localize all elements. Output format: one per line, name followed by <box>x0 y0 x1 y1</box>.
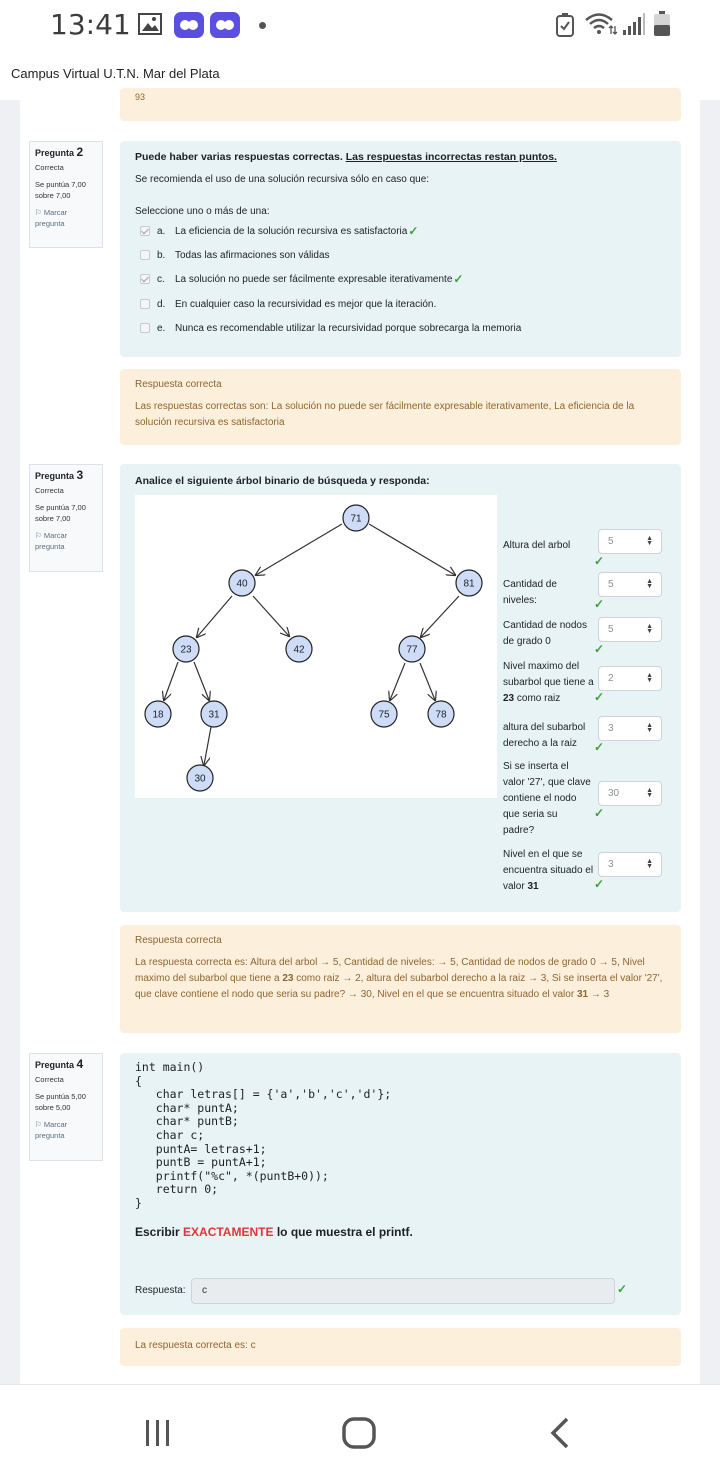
q4-answer-label: Respuesta: <box>135 1285 186 1296</box>
q4-number-value: 4 <box>76 1057 84 1071</box>
notification-dot <box>259 22 266 29</box>
bst-diagram <box>135 495 497 798</box>
q3-state: Correcta <box>35 486 64 495</box>
correct-check-icon: ✓ <box>594 642 605 656</box>
correct-check-icon: ✓ <box>594 740 605 754</box>
tree-node-label: 30 <box>194 773 206 785</box>
flag-icon: ⚐ <box>35 531 42 540</box>
select-subarbol[interactable] <box>598 666 662 691</box>
flag-icon: ⚐ <box>35 208 42 217</box>
q2-state: Correcta <box>35 163 64 172</box>
option-text: Nunca es recomendable utilizar la recursividad porque sobrecarga la memoria <box>175 322 522 334</box>
flag-icon: ⚐ <box>35 1120 42 1129</box>
q3-number-value: 3 <box>76 468 84 482</box>
back-icon[interactable] <box>548 1416 572 1450</box>
edge-77-75 <box>390 663 405 700</box>
checkbox-checked[interactable] <box>140 226 150 236</box>
row-padre-label: Si se inserta el valor '27', que clave contiene el nodo que seria su padre? <box>503 761 591 836</box>
q3-flag-label: Marcar pregunta <box>35 531 68 551</box>
q3-info <box>29 464 103 572</box>
select-arrows-icon: ▲ ▼ <box>646 787 653 799</box>
q2-grade: Se puntúa 7,00 sobre 7,00 <box>35 180 86 200</box>
edge-71-40 <box>256 524 342 575</box>
battery-saver-icon <box>555 13 575 37</box>
q2-option-c[interactable] <box>140 272 463 286</box>
q4-instr-post: lo que muestra el printf. <box>273 1225 413 1239</box>
select-arrows-icon: ▲ ▼ <box>646 722 653 734</box>
option-letter: c. <box>157 273 165 285</box>
q3-feedback <box>120 925 681 1033</box>
q4-flag-label: Marcar pregunta <box>35 1120 68 1140</box>
signal-icon <box>622 12 646 36</box>
row-nivel31-label <box>503 847 595 895</box>
q3-question-text: Analice el siguiente árbol binario de búsqueda y responda: <box>135 475 430 487</box>
correct-check-icon: ✓ <box>594 806 605 820</box>
q2-option-a[interactable] <box>140 224 418 238</box>
row-subarbol-post: como raiz <box>514 693 561 704</box>
select-value: 30 <box>608 788 620 799</box>
q2-question-text <box>135 151 557 163</box>
recent-apps-icon[interactable] <box>144 1418 172 1448</box>
correct-check-icon: ✓ <box>408 224 419 238</box>
correct-check-icon: ✓ <box>594 597 605 611</box>
row-niveles-label: Cantidad de niveles: <box>503 579 557 606</box>
q4-instr-pre: Escribir <box>135 1225 184 1239</box>
q4-state: Correcta <box>35 1075 64 1084</box>
q3-fb-part1: La respuesta correcta es: Altura del arbol → 5, Cantidad de niveles: → 5, Cantidad de nodos de grado 0 → 5, Nivel maximo del subarbol que tiene a <box>135 957 645 984</box>
select-value: 3 <box>608 723 614 734</box>
row-grado0-label: Cantidad de nodos de grado 0 <box>503 620 587 647</box>
tree-node-label: 77 <box>406 644 418 656</box>
select-arrows-icon: ▲ ▼ <box>646 535 653 547</box>
q2-number-value: 2 <box>76 145 84 159</box>
edge-71-81 <box>369 524 455 575</box>
edge-77-78 <box>420 663 435 700</box>
tree-node-label: 78 <box>435 709 447 721</box>
select-derecho[interactable] <box>598 716 662 741</box>
option-text: La solución no puede ser fácilmente expresable iterativamente <box>175 273 453 285</box>
edge-40-23 <box>197 596 232 637</box>
q3-fb-part3: → 3 <box>588 989 610 1000</box>
status-time: 13:41 <box>50 8 131 41</box>
q4-feedback-text: La respuesta correcta es: c <box>135 1340 256 1351</box>
q2-subtext: Se recomienda el uso de una solución recursiva sólo en caso que: <box>135 174 430 185</box>
q2-feedback-title: Respuesta correcta <box>135 379 222 390</box>
correct-check-icon: ✓ <box>453 272 464 286</box>
row-nivel31-bold: 31 <box>527 881 539 892</box>
q4-info <box>29 1053 103 1161</box>
q3-flag-link[interactable] <box>35 530 97 552</box>
q2-label: Pregunta <box>35 148 75 158</box>
bst-svg <box>135 495 497 798</box>
edge-31-30 <box>204 727 211 765</box>
app-icon-2 <box>210 12 240 38</box>
tree-node-label: 71 <box>350 513 362 525</box>
row-subarbol-label <box>503 659 595 707</box>
gallery-icon <box>138 13 162 35</box>
q2-feedback <box>120 369 681 445</box>
select-value: 3 <box>608 859 614 870</box>
tree-node-label: 42 <box>293 644 305 656</box>
q3-feedback-text <box>135 955 666 1003</box>
q2-flag-label: Marcar pregunta <box>35 208 68 228</box>
correct-check-icon: ✓ <box>594 877 605 891</box>
android-nav-bar <box>0 1384 720 1480</box>
q3-fb-bold1: 23 <box>282 973 294 984</box>
select-arrows-icon: ▲ ▼ <box>646 672 653 684</box>
option-letter: d. <box>157 298 166 310</box>
option-letter: a. <box>157 225 166 237</box>
q3-feedback-title: Respuesta correcta <box>135 935 222 946</box>
checkbox[interactable] <box>140 323 150 333</box>
wifi-icon <box>584 12 618 36</box>
select-arrows-icon: ▲ ▼ <box>646 578 653 590</box>
select-padre[interactable] <box>598 781 662 806</box>
battery-icon <box>653 11 671 37</box>
q4-code-block: int main() { char letras[] = {'a','b','c','d'}; char* puntA; char* puntB; char c; puntA= letras+1; puntB = puntA+1; printf("%c", *(puntB+0)); return 0; } <box>135 1060 392 1210</box>
checkbox-checked[interactable] <box>140 274 150 284</box>
select-value: 2 <box>608 673 614 684</box>
home-icon[interactable] <box>341 1416 377 1450</box>
select-value: 5 <box>608 624 614 635</box>
q2-flag-link[interactable] <box>35 207 97 229</box>
tree-node-label: 75 <box>378 709 390 721</box>
tree-node-label: 81 <box>463 578 475 590</box>
q4-label: Pregunta <box>35 1060 75 1070</box>
edge-81-77 <box>421 596 459 637</box>
correct-check-icon: ✓ <box>594 554 605 568</box>
edge-23-31 <box>194 662 209 700</box>
app-icon <box>174 12 204 38</box>
q2-prompt: Seleccione uno o más de una: <box>135 206 270 217</box>
row-derecho-label: altura del subarbol derecho a la raiz <box>503 722 586 749</box>
row-subarbol-pre: Nivel maximo del subarbol que tiene a <box>503 661 594 688</box>
select-arrows-icon: ▲ ▼ <box>646 858 653 870</box>
select-value: 5 <box>608 579 614 590</box>
checkbox[interactable] <box>140 250 150 260</box>
option-text: Todas las afirmaciones son válidas <box>175 249 330 261</box>
q3-fb-bold2: 31 <box>576 989 589 1000</box>
select-grado0[interactable] <box>598 617 662 642</box>
prev-feedback-fragment <box>120 88 681 121</box>
q3-label: Pregunta <box>35 471 75 481</box>
status-bar <box>0 0 720 52</box>
site-title: Campus Virtual U.T.N. Mar del Plata <box>11 66 220 81</box>
row-nivel31-pre: Nivel en el que se encuentra situado el valor <box>503 849 594 892</box>
q2-option-b[interactable] <box>140 248 330 262</box>
edge-40-42 <box>253 596 289 636</box>
option-letter: e. <box>157 322 166 334</box>
q2-feedback-text: Las respuestas correctas son: La solución no puede ser fácilmente expresable iterativamente, La eficiencia de la solución recursiva es satisfactoria <box>135 401 635 428</box>
row-altura-label: Altura del arbol <box>503 540 571 551</box>
tree-node-label: 31 <box>208 709 220 721</box>
prev-feedback-text: 93 <box>135 92 146 102</box>
q4-answer-input[interactable]: c <box>191 1278 615 1304</box>
q4-grade: Se puntúa 5,00 sobre 5,00 <box>35 1092 86 1112</box>
correct-check-icon: ✓ <box>594 690 605 704</box>
tree-node-label: 40 <box>236 578 248 590</box>
option-text: La eficiencia de la solución recursiva es satisfactoria <box>175 225 408 237</box>
option-text: En cualquier caso la recursividad es mejor que la iteración. <box>175 298 437 310</box>
checkbox[interactable] <box>140 299 150 309</box>
tree-node-label: 23 <box>180 644 192 656</box>
q3-number <box>35 470 97 482</box>
select-value: 5 <box>608 536 614 547</box>
q2-info <box>29 141 103 248</box>
tree-node-label: 18 <box>152 709 164 721</box>
q3-grade: Se puntúa 7,00 sobre 7,00 <box>35 503 86 523</box>
q4-instr-red: EXACTAMENTE <box>183 1225 274 1239</box>
option-letter: b. <box>157 249 166 261</box>
q3-fb-part2: como raiz → 2, altura del subarbol derecho a la raiz → 3, Si se inserta el valor '27', que clave contiene el nodo que seria su padre? → 30, Nivel en el que se encuentra situado el valor <box>135 973 663 1000</box>
q4-number <box>35 1059 97 1071</box>
q4-instruction <box>135 1225 413 1239</box>
edge-23-18 <box>164 662 178 700</box>
select-altura[interactable] <box>598 529 662 554</box>
select-arrows-icon: ▲ ▼ <box>646 623 653 635</box>
q4-feedback <box>120 1328 681 1366</box>
select-niveles[interactable] <box>598 572 662 597</box>
q4-flag-link[interactable] <box>35 1119 97 1141</box>
select-nivel31[interactable] <box>598 852 662 877</box>
correct-check-icon: ✓ <box>617 1282 628 1296</box>
row-subarbol-bold: 23 <box>503 693 515 704</box>
q2-text-bold: Puede haber varias respuestas correctas. <box>135 151 343 163</box>
q2-text-underline: Las respuestas incorrectas restan puntos. <box>345 151 557 163</box>
q2-option-e[interactable] <box>140 321 521 335</box>
q2-number <box>35 147 97 159</box>
q2-option-d[interactable] <box>140 297 436 311</box>
